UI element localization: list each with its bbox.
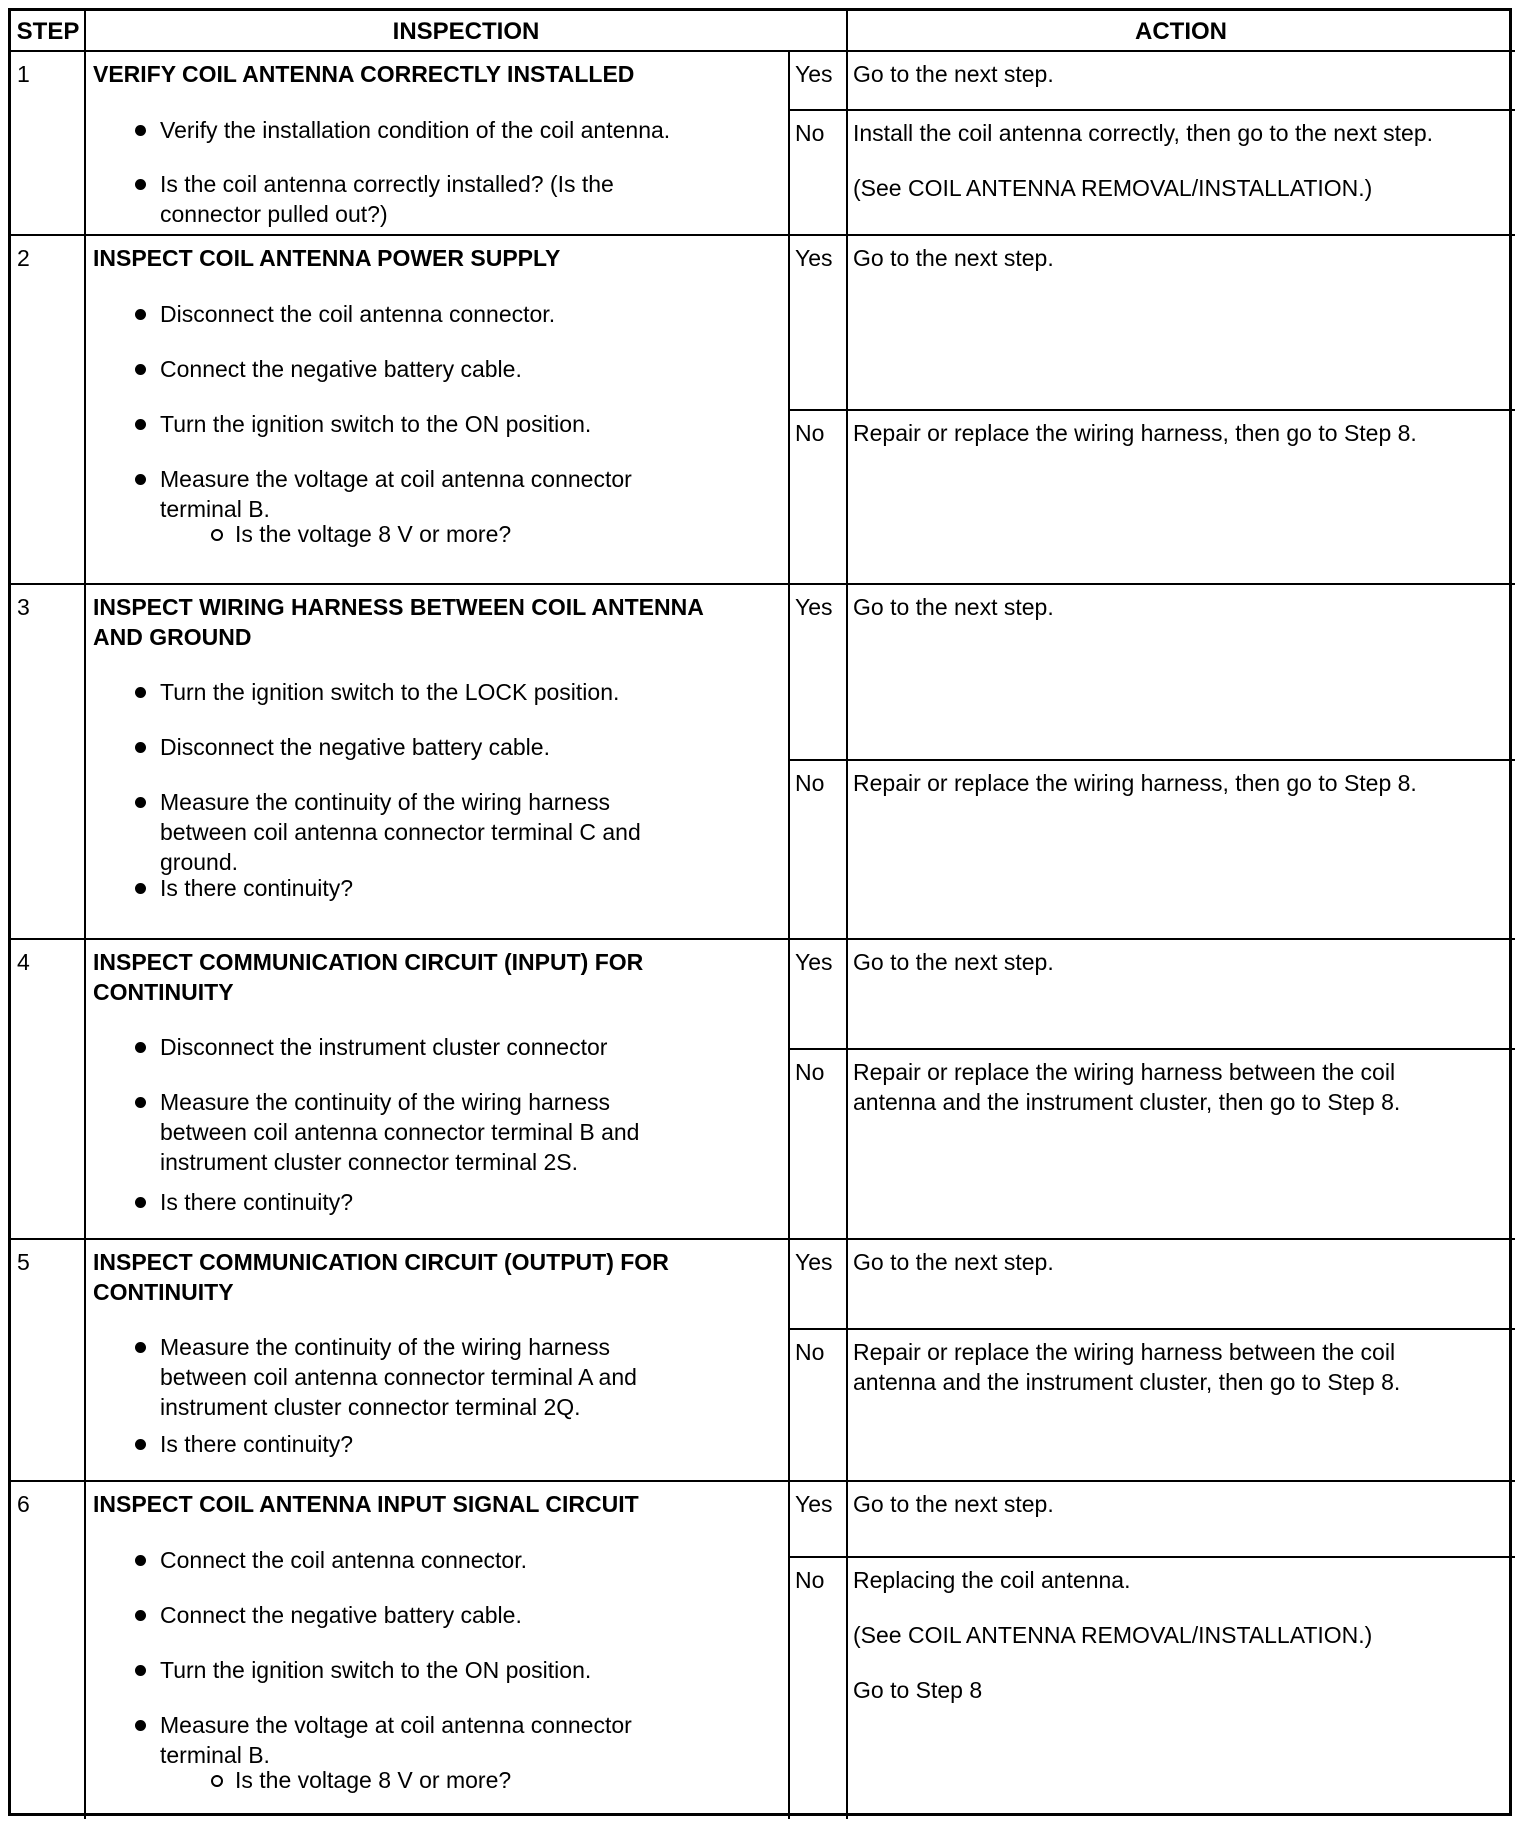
yes-label: Yes (795, 949, 833, 975)
bullet-icon (135, 687, 146, 698)
rule-yes-no (789, 409, 1515, 411)
rule-row (11, 1480, 1515, 1482)
bullet-icon (135, 1197, 146, 1208)
yes-action: Go to the next step. (853, 949, 1054, 975)
item-text: instrument cluster connector terminal 2Q. (160, 1394, 581, 1420)
step-number: 1 (17, 61, 30, 87)
bullet-icon (135, 309, 146, 320)
rule-inspection (788, 51, 790, 1819)
header-step: STEP (16, 18, 80, 45)
item-text: Is there continuity? (160, 1189, 354, 1215)
item-text: Turn the ignition switch to the ON position. (160, 411, 592, 437)
step-title: CONTINUITY (93, 979, 234, 1005)
header-inspection: INSPECTION (392, 18, 540, 45)
bullet-icon (135, 474, 146, 485)
item-text: Connect the negative battery cable. (160, 356, 522, 382)
item-text: Measure the continuity of the wiring harness (160, 1089, 611, 1115)
bullet-icon (135, 1342, 146, 1353)
item-text: Disconnect the coil antenna connector. (160, 301, 556, 327)
sub-item-text: Is the voltage 8 V or more? (235, 1767, 512, 1793)
no-label: No (795, 420, 825, 446)
rule-header (11, 50, 1515, 52)
bullet-icon (135, 1610, 146, 1621)
step-title: VERIFY COIL ANTENNA CORRECTLY INSTALLED (93, 61, 635, 87)
step-title: INSPECT WIRING HARNESS BETWEEN COIL ANTENNA (93, 594, 704, 620)
item-text: Turn the ignition switch to the ON position. (160, 1657, 592, 1683)
item-text: Verify the installation condition of the coil antenna. (160, 117, 671, 143)
yes-label: Yes (795, 245, 833, 271)
header-action: ACTION (1135, 18, 1227, 45)
no-action: Go to Step 8 (853, 1677, 983, 1703)
step-number: 2 (17, 245, 30, 271)
no-label: No (795, 1567, 825, 1593)
bullet-icon (135, 1665, 146, 1676)
item-text: Connect the coil antenna connector. (160, 1547, 527, 1573)
yes-action: Go to the next step. (853, 594, 1054, 620)
step-number: 4 (17, 949, 30, 975)
no-action: Install the coil antenna correctly, then go to the next step. (853, 120, 1434, 146)
rule-row (11, 583, 1515, 585)
item-text: terminal B. (160, 1742, 270, 1768)
yes-action: Go to the next step. (853, 1249, 1054, 1275)
no-label: No (795, 1339, 825, 1365)
item-text: Is there continuity? (160, 875, 354, 901)
inspection-table (8, 8, 1512, 1816)
item-text: Measure the voltage at coil antenna connector (160, 1712, 632, 1738)
step-title: AND GROUND (93, 624, 252, 650)
rule-yes-no (789, 759, 1515, 761)
item-text: Disconnect the negative battery cable. (160, 734, 550, 760)
item-text: ground. (160, 849, 239, 875)
rule-row (11, 234, 1515, 236)
bullet-icon (135, 1555, 146, 1566)
item-text: Is there continuity? (160, 1431, 354, 1457)
item-text: Turn the ignition switch to the LOCK position. (160, 679, 620, 705)
step-title: INSPECT COIL ANTENNA POWER SUPPLY (93, 245, 561, 271)
no-action: antenna and the instrument cluster, then go to Step 8. (853, 1089, 1401, 1115)
item-text: instrument cluster connector terminal 2S. (160, 1149, 579, 1175)
no-action: Repair or replace the wiring harness, then go to Step 8. (853, 770, 1417, 796)
no-action: (See COIL ANTENNA REMOVAL/INSTALLATION.) (853, 175, 1373, 201)
bullet-icon (135, 125, 146, 136)
item-text: between coil antenna connector terminal A and (160, 1364, 637, 1390)
item-text: Measure the continuity of the wiring harness (160, 789, 611, 815)
rule-yes-no (789, 109, 1515, 111)
rule-action (846, 11, 848, 1819)
item-text: Measure the continuity of the wiring harness (160, 1334, 611, 1360)
item-text: terminal B. (160, 496, 270, 522)
item-text: Connect the negative battery cable. (160, 1602, 522, 1628)
sub-bullet-icon (211, 529, 223, 541)
no-action: Repair or replace the wiring harness between the coil (853, 1339, 1396, 1365)
bullet-icon (135, 1439, 146, 1450)
sub-bullet-icon (211, 1775, 223, 1787)
no-action: Replacing the coil antenna. (853, 1567, 1131, 1593)
rule-yes-no (789, 1328, 1515, 1330)
yes-label: Yes (795, 61, 833, 87)
yes-action: Go to the next step. (853, 245, 1054, 271)
bullet-icon (135, 419, 146, 430)
sub-item-text: Is the voltage 8 V or more? (235, 521, 512, 547)
no-action: Repair or replace the wiring harness, then go to Step 8. (853, 420, 1417, 446)
bullet-icon (135, 742, 146, 753)
rule-row (11, 938, 1515, 940)
item-text: between coil antenna connector terminal C and (160, 819, 641, 845)
rule-yes-no (789, 1556, 1515, 1558)
step-title: INSPECT COMMUNICATION CIRCUIT (OUTPUT) FOR (93, 1249, 669, 1275)
yes-label: Yes (795, 594, 833, 620)
step-title: CONTINUITY (93, 1279, 234, 1305)
rule-step (84, 11, 86, 1819)
bullet-icon (135, 364, 146, 375)
no-action: antenna and the instrument cluster, then go to Step 8. (853, 1369, 1401, 1395)
no-label: No (795, 120, 825, 146)
step-number: 3 (17, 594, 30, 620)
item-text: Measure the voltage at coil antenna connector (160, 466, 632, 492)
bullet-icon (135, 1042, 146, 1053)
step-number: 5 (17, 1249, 30, 1275)
no-action: (See COIL ANTENNA REMOVAL/INSTALLATION.) (853, 1622, 1373, 1648)
item-text: connector pulled out?) (160, 201, 388, 227)
no-label: No (795, 1059, 825, 1085)
rule-yes-no (789, 1048, 1515, 1050)
step-number: 6 (17, 1491, 30, 1517)
bullet-icon (135, 1097, 146, 1108)
bullet-icon (135, 797, 146, 808)
yes-label: Yes (795, 1491, 833, 1517)
bullet-icon (135, 1720, 146, 1731)
bullet-icon (135, 883, 146, 894)
item-text: Disconnect the instrument cluster connector (160, 1034, 608, 1060)
yes-action: Go to the next step. (853, 61, 1054, 87)
yes-action: Go to the next step. (853, 1491, 1054, 1517)
rule-row (11, 1238, 1515, 1240)
item-text: between coil antenna connector terminal B and (160, 1119, 640, 1145)
bullet-icon (135, 179, 146, 190)
no-action: Repair or replace the wiring harness between the coil (853, 1059, 1396, 1085)
no-label: No (795, 770, 825, 796)
item-text: Is the coil antenna correctly installed? (Is the (160, 171, 614, 197)
yes-label: Yes (795, 1249, 833, 1275)
step-title: INSPECT COMMUNICATION CIRCUIT (INPUT) FOR (93, 949, 644, 975)
step-title: INSPECT COIL ANTENNA INPUT SIGNAL CIRCUIT (93, 1491, 639, 1517)
